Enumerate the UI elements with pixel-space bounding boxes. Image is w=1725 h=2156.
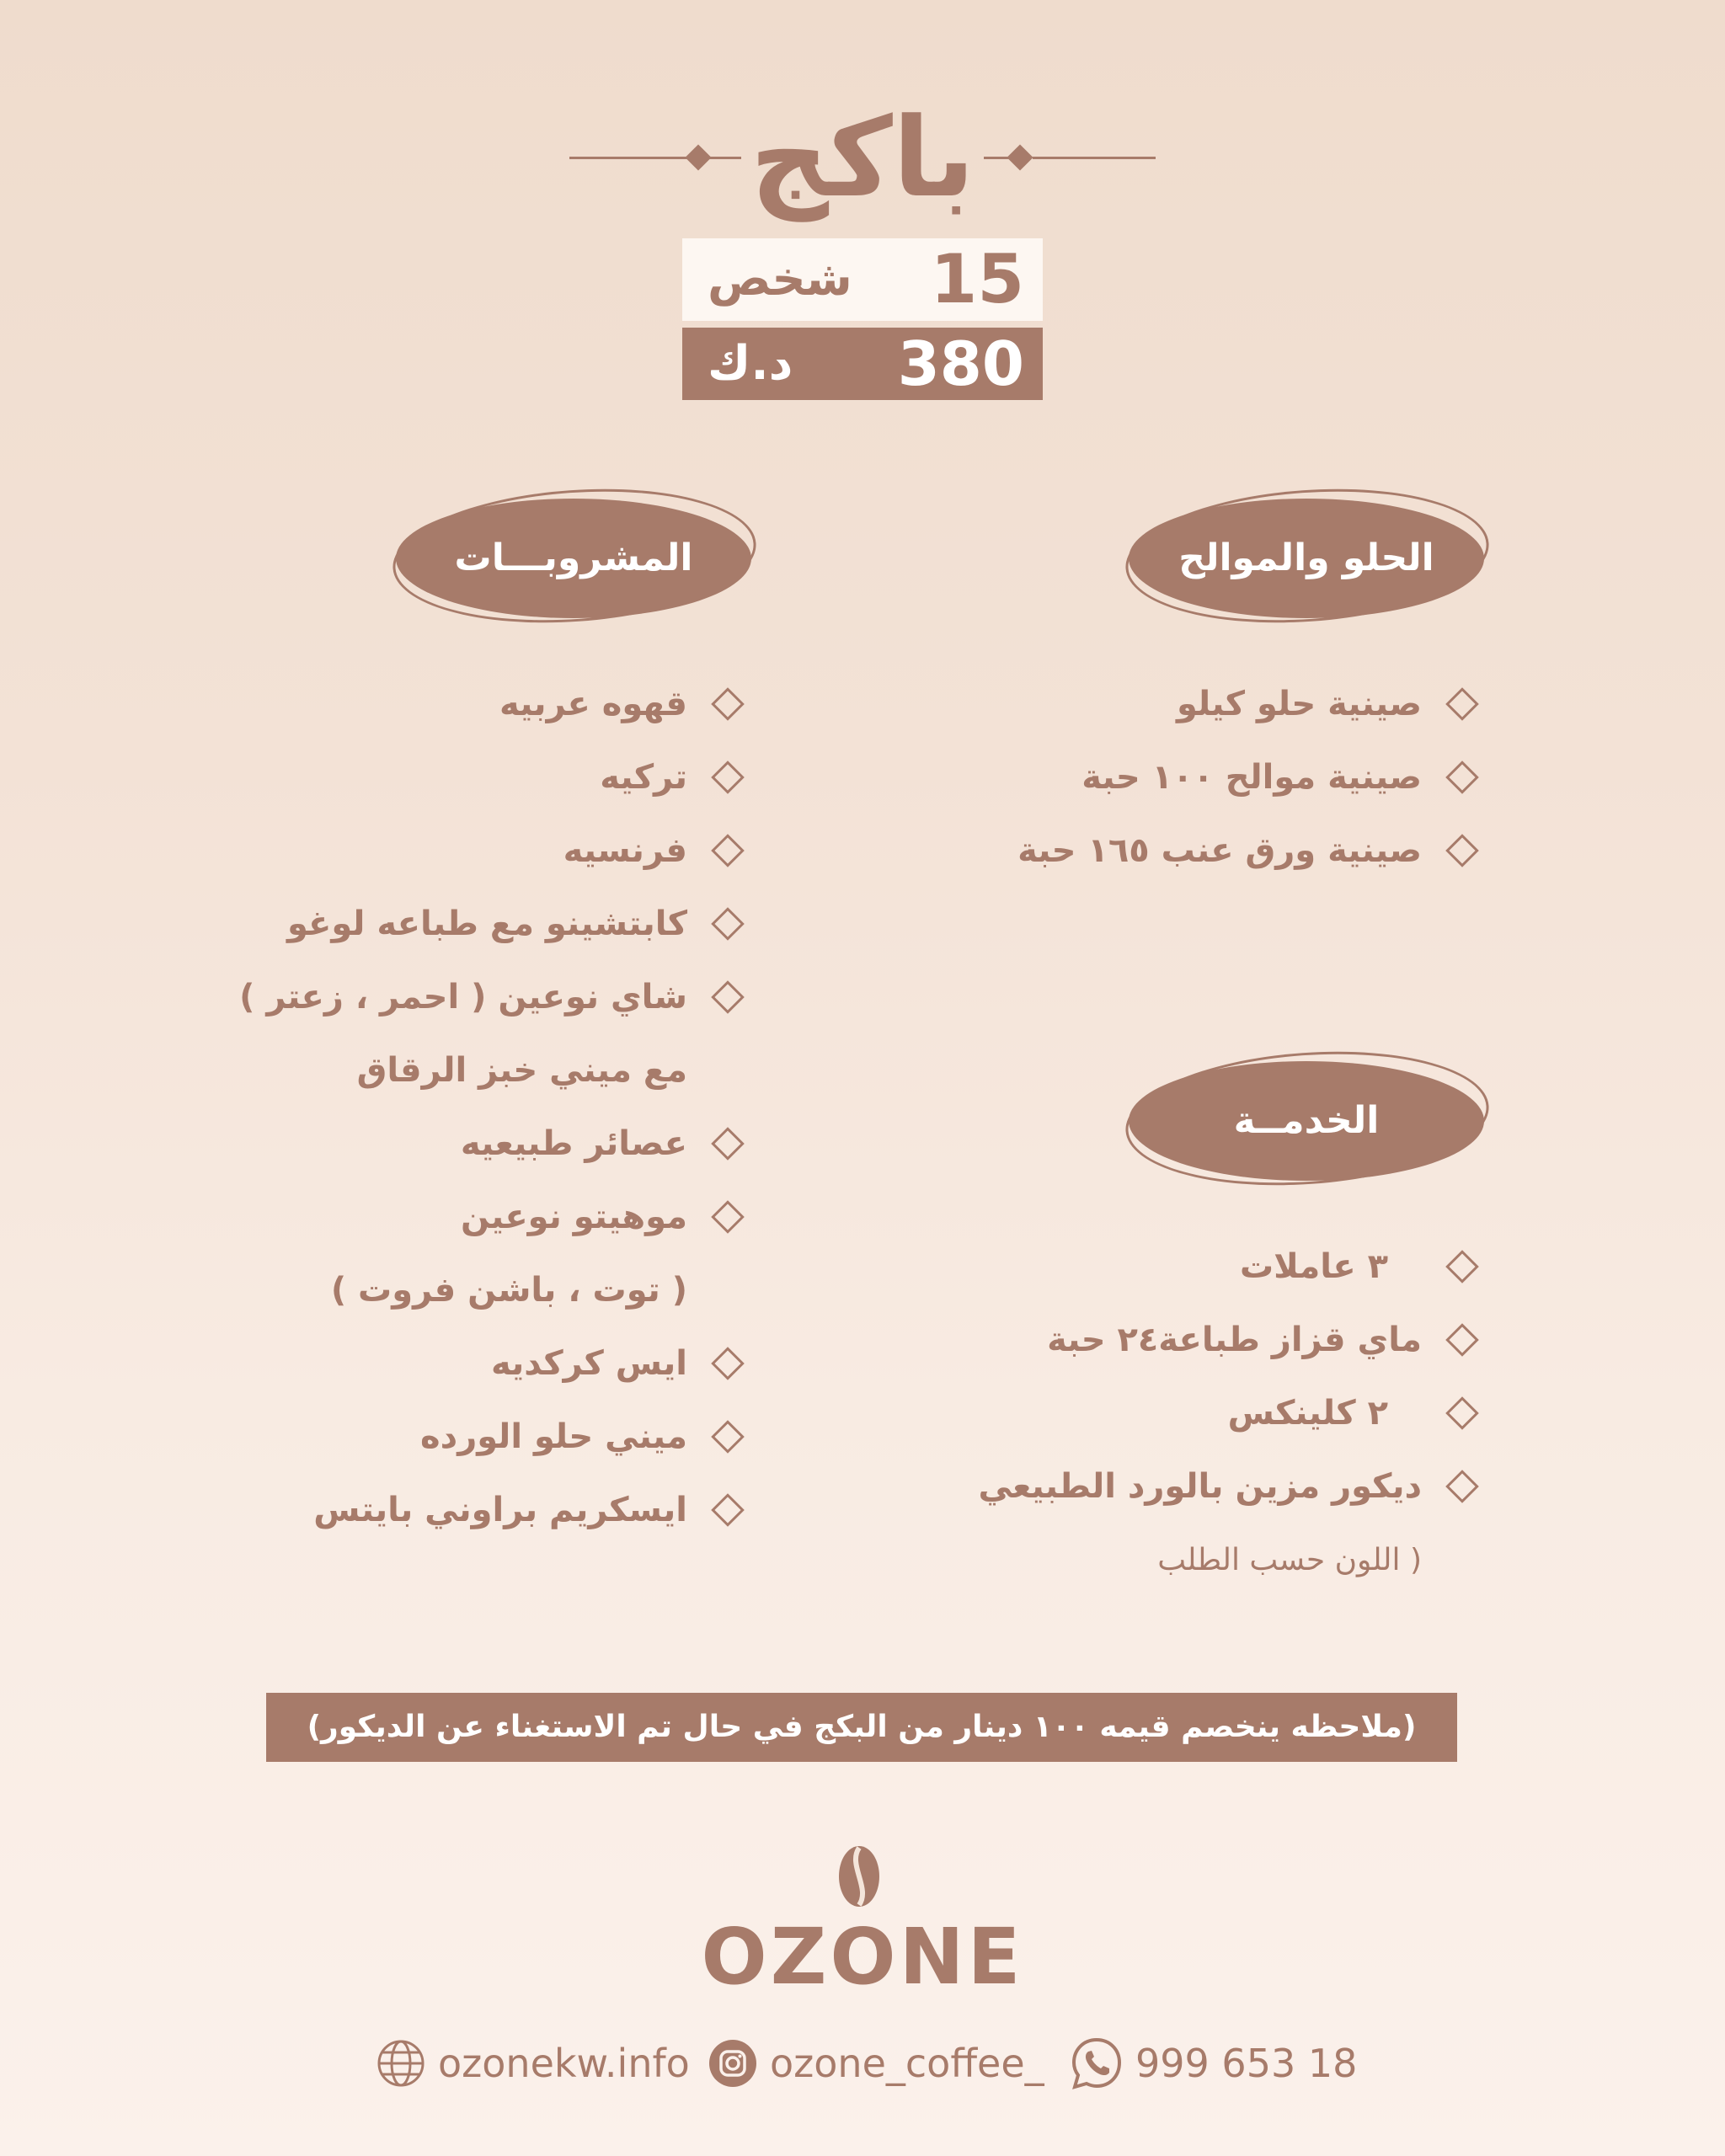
price-box (682, 328, 1043, 400)
diamond-bullet-icon (711, 1420, 745, 1454)
list-item: ( توت ، باشن فروت ) (330, 1271, 687, 1310)
page-title: باكج (750, 93, 975, 221)
list-item: صينية موالح ١٠٠ حبة (1017, 752, 1481, 803)
instagram-link[interactable] (708, 2034, 1044, 2093)
list-item: ايسكريم براوني بايتس (239, 1485, 746, 1535)
diamond-bullet-icon (711, 1127, 745, 1161)
note-banner: (ملاحظه ينخصم قيمه ١٠٠ دينار من البكج في حال تم الاستغناء عن الديكور) (266, 1693, 1457, 1762)
diamond-bullet-icon (711, 834, 745, 867)
diamond-bullet-icon (1445, 1250, 1479, 1283)
list-item: تركيه (239, 752, 746, 803)
price-number: 380 (897, 328, 1024, 399)
diamond-bullet-icon (711, 687, 745, 721)
sweets-list (1017, 679, 1481, 876)
list-item: ميني حلو الورده (239, 1412, 746, 1462)
persons-box (682, 238, 1043, 321)
diamond-bullet-icon (1445, 1323, 1479, 1357)
list-item: صينية حلو كيلو (1017, 679, 1481, 729)
list-item: ٣ عاملات (979, 1241, 1481, 1292)
list-item: ايس كركديه (239, 1338, 746, 1389)
diamond-bullet-icon (711, 1493, 745, 1527)
list-item: شاي نوعين ( احمر ، زعتر ) (239, 972, 746, 1022)
list-item: قهوه عربيه (239, 679, 746, 729)
phone-text: 999 653 18 (1135, 2041, 1358, 2086)
website-text: ozonekw.info (438, 2041, 690, 2086)
persons-number: 15 (930, 240, 1024, 318)
list-item: موهيتو نوعين (239, 1192, 746, 1242)
diamond-bullet-icon (1445, 1396, 1479, 1430)
price-unit: د.ك (708, 336, 793, 391)
drinks-section-title: المشروبـــات (396, 499, 751, 618)
persons-unit: شخص (708, 252, 852, 307)
diamond-bullet-icon (711, 760, 745, 794)
diamond-bullet-icon (1445, 687, 1479, 721)
list-item: ماي قزاز طباعة٢٤ حبة (979, 1315, 1481, 1365)
sweets-section-title: الحلو والموالح (1129, 499, 1484, 618)
list-item: عصائر طبيعيه (239, 1118, 746, 1169)
website-link[interactable] (376, 2034, 690, 2093)
diamond-bullet-icon (711, 1347, 745, 1380)
list-item: مع ميني خبز الرقاق (356, 1051, 687, 1090)
diamond-bullet-icon (711, 907, 745, 941)
diamond-bullet-icon (1445, 834, 1479, 867)
service-section-title: الخدمــة (1129, 1061, 1484, 1181)
diamond-bullet-icon (1445, 1470, 1479, 1503)
list-item: صينية ورق عنب ١٦٥ حبة (1017, 825, 1481, 876)
instagram-icon (708, 2038, 758, 2089)
service-list (979, 1241, 1481, 1585)
drinks-list (239, 679, 746, 1535)
whatsapp-icon (1070, 2036, 1124, 2090)
diamond-bullet-icon (711, 1200, 745, 1234)
title-ornament-right-line (1033, 157, 1156, 159)
phone-link[interactable] (1070, 2034, 1357, 2093)
list-item: فرنسيه (239, 825, 746, 876)
list-item: ديكور مزين بالورد الطبيعي (979, 1461, 1481, 1512)
coffee-bean-icon (836, 1844, 883, 1908)
diamond-bullet-icon (1445, 760, 1479, 794)
brand-name: OZONE (701, 1912, 1024, 2002)
diamond-bullet-icon (711, 980, 745, 1014)
list-item: ( اللون حسب الطلب (1157, 1542, 1422, 1577)
instagram-text: ozone_coffee_ (770, 2041, 1044, 2086)
globe-icon (376, 2038, 426, 2089)
list-item: ٢ كلينكس (979, 1388, 1481, 1438)
list-item: كابتشينو مع طباعه لوغو (239, 899, 746, 949)
